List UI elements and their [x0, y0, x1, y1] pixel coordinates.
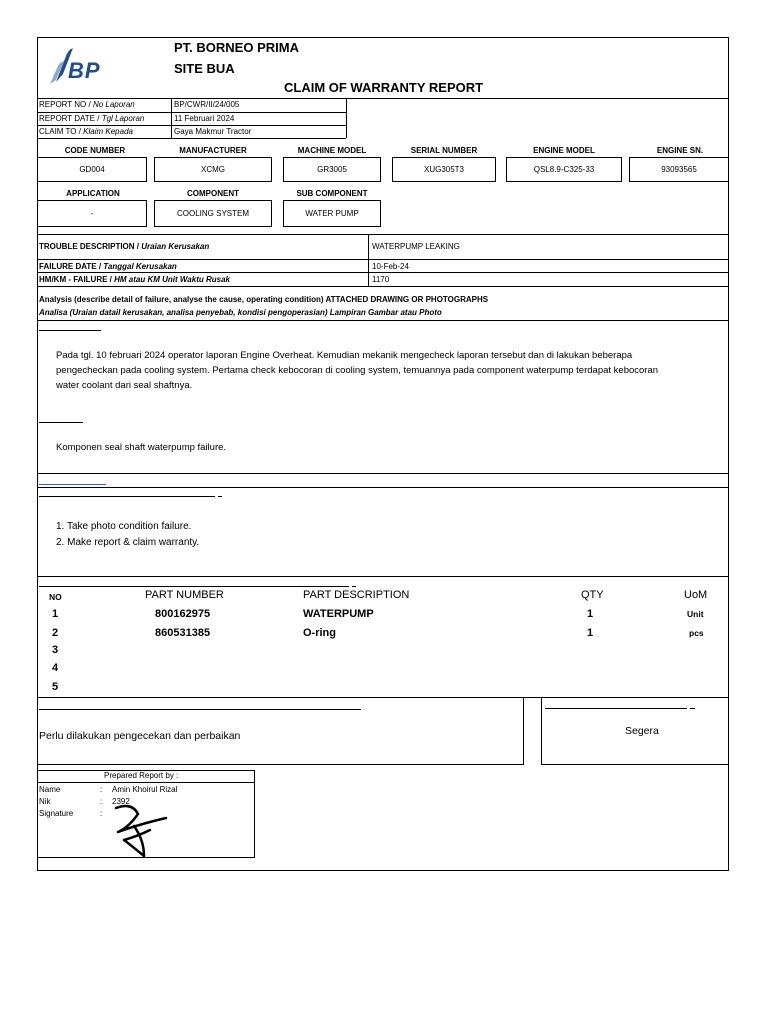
manufacturer-value: XCMG — [154, 157, 272, 182]
manufacturer-label: MANUFACTURER — [179, 146, 247, 155]
analysis-cause: Komponen seal shaft waterpump failure. — [56, 442, 227, 453]
parts-header-part-number: PART NUMBER — [145, 589, 224, 601]
prepared-signature-label: Signature — [39, 809, 74, 818]
claim-to-label: CLAIM TO / Klaim Kepada — [39, 127, 133, 136]
trouble-desc-label: TROUBLE DESCRIPTION / Uraian Kerusakan — [39, 242, 210, 251]
application-label: APPLICATION — [66, 189, 120, 198]
recommendation-text: Perlu dilakukan pengecekan dan perbaikan — [39, 730, 241, 742]
prepared-nik-colon: : — [100, 797, 103, 806]
machine-model-value: GR3005 — [283, 157, 381, 182]
engine-model-label: ENGINE MODEL — [533, 146, 595, 155]
site-name: SITE BUA — [174, 61, 235, 76]
machine-model-label: MACHINE MODEL — [297, 146, 367, 155]
parts-header-uom: UoM — [684, 589, 708, 601]
report-title: CLAIM OF WARRANTY REPORT — [284, 80, 484, 95]
engine-sn-value: 93093565 — [629, 157, 729, 182]
prepared-nik-label: Nik — [39, 797, 51, 806]
analysis-line-2: pengecheckan pada cooling system. Pertama check kebocoran di cooling system, temuannya pada component waterpump terdapat kebocoran — [56, 365, 659, 376]
table-row-2-description: O-ring — [303, 627, 336, 639]
engine-sn-label: ENGINE SN. — [656, 146, 704, 155]
code-number-value: GD004 — [37, 157, 147, 182]
analysis-heading: Analysis (describe detail of failure, analyse the cause, operating condition) ATTACHED DRAWING OR PHOTOGRAPHS — [39, 295, 489, 304]
action-item-1: 1. Take photo condition failure. — [56, 521, 192, 532]
trouble-desc-value: WATERPUMP LEAKING — [372, 242, 460, 251]
signature-mark — [110, 800, 174, 863]
table-row-2-uom: pcs — [689, 628, 704, 638]
table-row-5-no: 5 — [52, 681, 59, 693]
component-label: COMPONENT — [187, 189, 239, 198]
analysis-line-3: water coolant dari seal shaftnya. — [56, 380, 193, 391]
priority-text: Segera — [625, 725, 659, 737]
report-no-label: REPORT NO / No Laporan — [39, 100, 135, 109]
hm-value: 1170 — [372, 275, 390, 284]
parts-header-qty: QTY — [581, 589, 604, 601]
table-row-4-no: 4 — [52, 662, 59, 674]
prepared-signature-colon: : — [100, 809, 103, 818]
company-name: PT. BORNEO PRIMA — [174, 40, 299, 55]
code-number-label: CODE NUMBER — [64, 146, 126, 155]
table-row-1-description: WATERPUMP — [303, 608, 374, 620]
logo-text: BP — [68, 58, 101, 83]
parts-header-no: NO — [49, 592, 62, 602]
sub-component-value: WATER PUMP — [283, 200, 381, 227]
serial-number-value: XUG305T3 — [392, 157, 496, 182]
report-date-value: 11 Februari 2024 — [174, 114, 235, 123]
company-logo — [46, 44, 118, 86]
table-row-1-qty: 1 — [587, 608, 594, 620]
engine-model-value: QSL8.9-C325-33 — [506, 157, 622, 182]
report-no-value: BP/CWR/II/24/005 — [174, 100, 240, 109]
prepared-nik-value: 2392 — [112, 797, 130, 806]
signature-icon — [110, 800, 174, 858]
action-item-2: 2. Make report & claim warranty. — [56, 537, 200, 548]
hm-label: HM/KM - FAILURE / HM atau KM Unit Waktu Rusak — [39, 275, 230, 284]
prepared-name-label: Name — [39, 785, 61, 794]
table-row-2-part-number: 860531385 — [155, 627, 211, 639]
prepared-name-colon: : — [100, 785, 103, 794]
table-row-2-qty: 1 — [587, 627, 594, 639]
serial-number-label: SERIAL NUMBER — [410, 146, 478, 155]
claim-to-value: Gaya Makmur Tractor — [174, 127, 252, 136]
component-value: COOLING SYSTEM — [154, 200, 272, 227]
table-row-2-no: 2 — [52, 627, 59, 639]
analysis-line-1: Pada tgl. 10 februari 2024 operator laporan Engine Overheat. Kemudian mekanik mengecheck laporan tersebut dan di lakukan beberapa — [56, 350, 633, 361]
failure-date-label: FAILURE DATE / Tanggal Kerusakan — [39, 262, 177, 271]
failure-date-value: 10-Feb-24 — [372, 262, 409, 271]
table-row-1-uom: Unit — [687, 609, 704, 619]
table-row-1-no: 1 — [52, 608, 59, 620]
table-row-1-part-number: 800162975 — [155, 608, 211, 620]
prepared-by-title: Prepared Report by : — [104, 771, 179, 780]
table-row-3-no: 3 — [52, 644, 59, 656]
analysis-heading-id: Analisa (Uraian datail kerusakan, analisa penyebab, kondisi pengoperasian) Lampiran Gambar atau Photo — [39, 308, 442, 317]
application-value: - — [37, 200, 147, 227]
prepared-name-value: Amin Khoirul Rizal — [112, 785, 178, 794]
parts-header-description: PART DESCRIPTION — [303, 589, 410, 601]
report-date-label: REPORT DATE / Tgl Laporan — [39, 114, 145, 123]
sub-component-label: SUB COMPONENT — [296, 189, 368, 198]
